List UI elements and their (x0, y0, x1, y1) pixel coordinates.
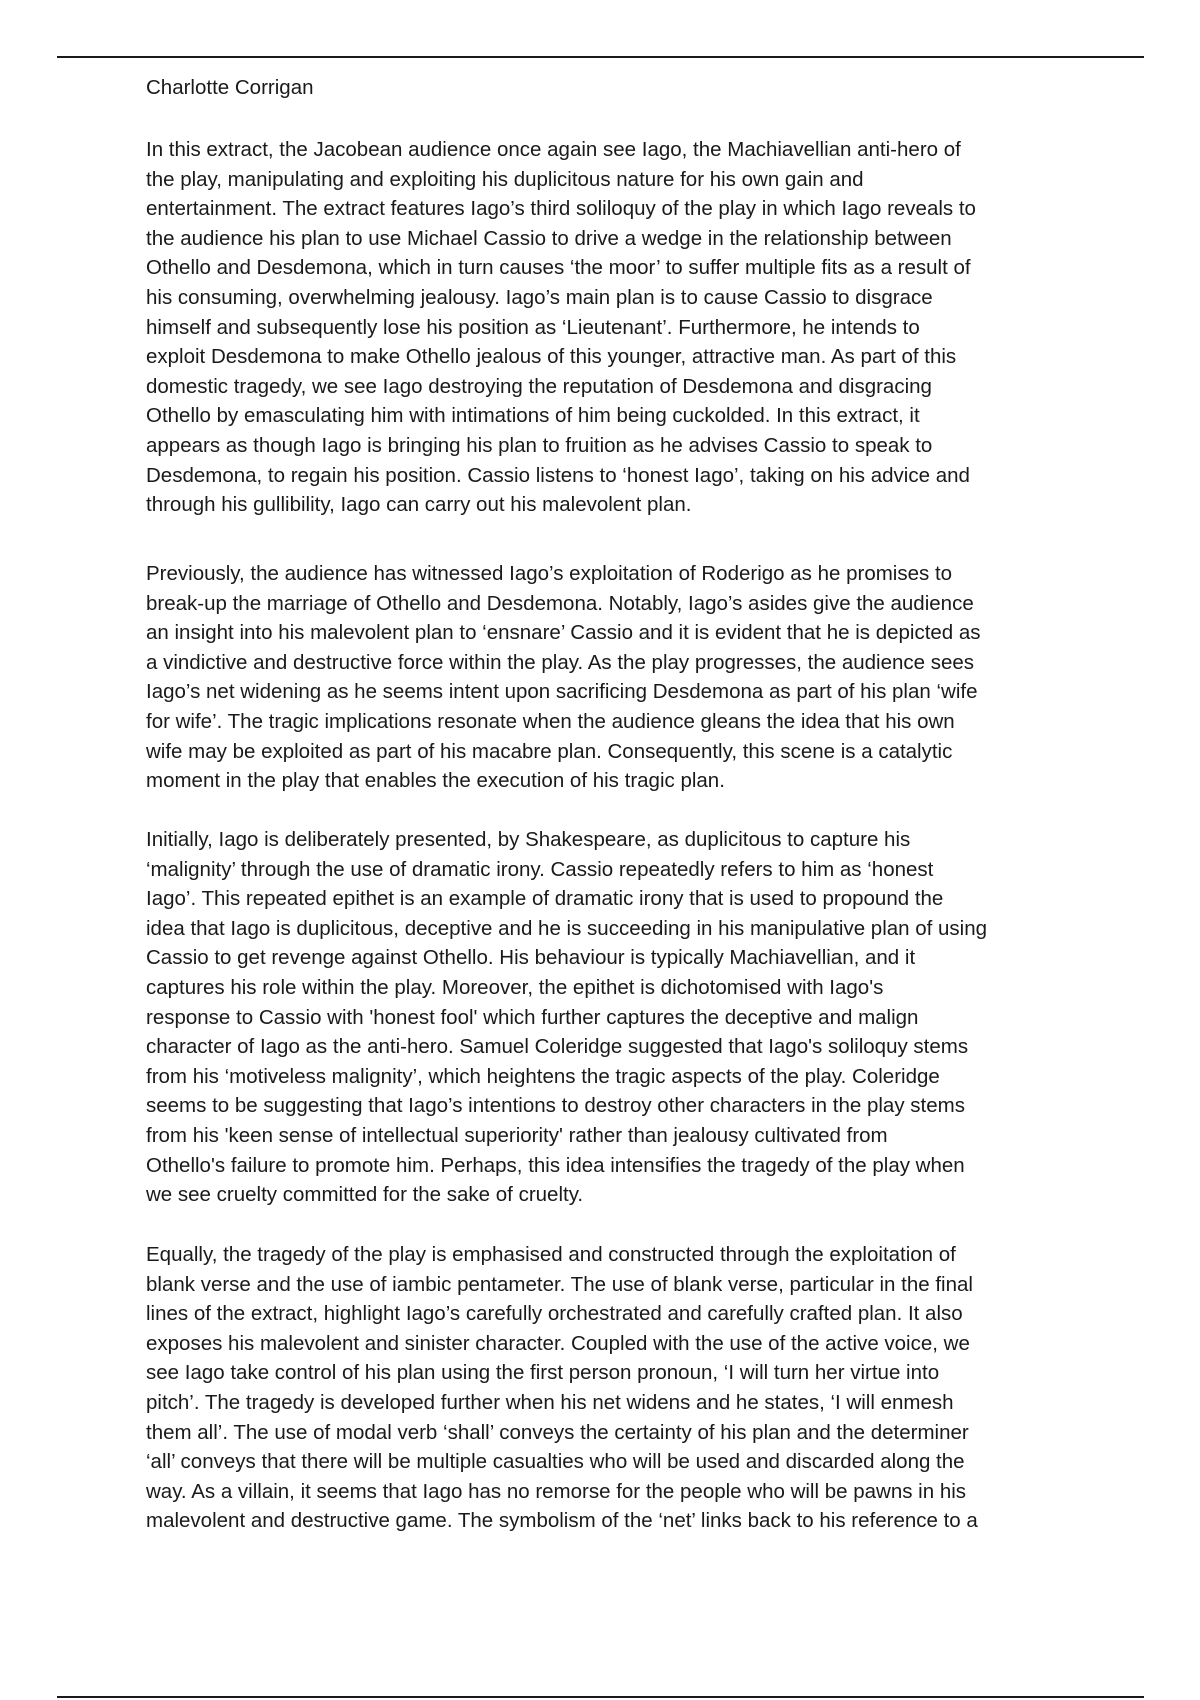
text-line: Othello by emasculating him with intimations of him being cuckolded. In this extract, it (146, 404, 920, 428)
text-line: through his gullibility, Iago can carry out his malevolent plan. (146, 493, 692, 517)
text-line: moment in the play that enables the execution of his tragic plan. (146, 769, 725, 793)
text-line: captures his role within the play. Moreover, the epithet is dichotomised with Iago's (146, 975, 884, 999)
text-line: exploit Desdemona to make Othello jealous of this younger, attractive man. As part of this (146, 345, 957, 369)
text-line: break-up the marriage of Othello and Desdemona. Notably, Iago’s asides give the audience (146, 591, 974, 615)
header-rule (57, 56, 1144, 58)
text-line: In this extract, the Jacobean audience once again see Iago, the Machiavellian anti-hero of (146, 138, 961, 161)
text-line: malevolent and destructive game. The symbolism of the ‘net’ links back to his reference to a (146, 1509, 978, 1533)
text-line: ‘malignity’ through the use of dramatic irony. Cassio repeatedly refers to him as ‘honest (146, 857, 934, 881)
text-line: for wife’. The tragic implications resonate when the audience gleans the idea that his own (146, 709, 955, 733)
text-line: the play, manipulating and exploiting his duplicitous nature for his own gain and (146, 167, 864, 191)
text-line: an insight into his malevolent plan to ‘ensnare’ Cassio and it is evident that he is depicted as (146, 621, 981, 645)
text-line: exposes his malevolent and sinister character. Coupled with the use of the active voice, we (146, 1331, 970, 1355)
paragraph-4 (146, 1240, 978, 1536)
text-line: see Iago take control of his plan using the first person pronoun, ‘I will turn her virtue into (146, 1361, 940, 1385)
paragraph-2 (146, 559, 981, 796)
text-line: response to Cassio with 'honest fool' which further captures the deceptive and malign (146, 1005, 919, 1029)
text-line: Initially, Iago is deliberately presented, by Shakespeare, as duplicitous to capture his (146, 828, 911, 851)
text-line: Previously, the audience has witnessed Iago’s exploitation of Roderigo as he promises to (146, 562, 953, 585)
paragraph-3 (146, 825, 987, 1210)
text-line: ‘all’ conveys that there will be multiple casualties who will be used and discarded along the (146, 1450, 965, 1474)
text-line: Cassio to get revenge against Othello. His behaviour is typically Machiavellian, and it (146, 946, 916, 970)
text-line: wife may be exploited as part of his macabre plan. Consequently, this scene is a catalytic (146, 739, 953, 763)
paragraph-1 (146, 135, 976, 520)
text-line: Othello and Desdemona, which in turn causes ‘the moor’ to suffer multiple fits as a result of (146, 256, 971, 280)
text-line: blank verse and the use of iambic pentameter. The use of blank verse, particular in the final (146, 1272, 973, 1296)
text-line: his consuming, overwhelming jealousy. Iago’s main plan is to cause Cassio to disgrace (146, 285, 933, 309)
text-line: entertainment. The extract features Iago’s third soliloquy of the play in which Iago reveals to (146, 197, 976, 221)
text-line: appears as though Iago is bringing his plan to fruition as he advises Cassio to speak to (146, 433, 933, 457)
text-line: seems to be suggesting that Iago’s intentions to destroy other characters in the play stems (146, 1094, 965, 1118)
text-line: from his 'keen sense of intellectual superiority' rather than jealousy cultivated from (146, 1123, 888, 1147)
text-line: a vindictive and destructive force within the play. As the play progresses, the audience sees (146, 650, 975, 674)
text-line: character of Iago as the anti-hero. Samuel Coleridge suggested that Iago's soliloquy stems (146, 1035, 969, 1059)
text-line: we see cruelty committed for the sake of cruelty. (146, 1183, 584, 1207)
text-line: Othello's failure to promote him. Perhaps, this idea intensifies the tragedy of the play when (146, 1153, 965, 1177)
text-line: them all’. The use of modal verb ‘shall’ conveys the certainty of his plan and the determiner (146, 1420, 969, 1444)
text-line: Iago’. This repeated epithet is an example of dramatic irony that is used to propound the (146, 887, 944, 911)
footer-rule (57, 1696, 1144, 1698)
text-line: Equally, the tragedy of the play is emphasised and constructed through the exploitation of (146, 1243, 956, 1266)
text-line: from his ‘motiveless malignity’, which heightens the tragic aspects of the play. Coleridge (146, 1064, 940, 1088)
text-line: the audience his plan to use Michael Cassio to drive a wedge in the relationship between (146, 226, 952, 250)
text-line: Desdemona, to regain his position. Cassio listens to ‘honest Iago’, taking on his advice and (146, 463, 970, 487)
text-line: Iago’s net widening as he seems intent upon sacrificing Desdemona as part of his plan ‘wife (146, 680, 978, 704)
author-name: Charlotte Corrigan (146, 76, 314, 99)
text-line: pitch’. The tragedy is developed further when his net widens and he states, ‘I will enmesh (146, 1390, 954, 1414)
text-line: himself and subsequently lose his position as ‘Lieutenant’. Furthermore, he intends to (146, 315, 920, 339)
text-line: lines of the extract, highlight Iago’s carefully orchestrated and carefully crafted plan. It also (146, 1302, 963, 1326)
text-line: way. As a villain, it seems that Iago has no remorse for the people who will be pawns in his (146, 1479, 967, 1503)
text-line: idea that Iago is duplicitous, deceptive and he is succeeding in his manipulative plan of using (146, 916, 988, 940)
text-line: domestic tragedy, we see Iago destroying the reputation of Desdemona and disgracing (146, 374, 932, 398)
